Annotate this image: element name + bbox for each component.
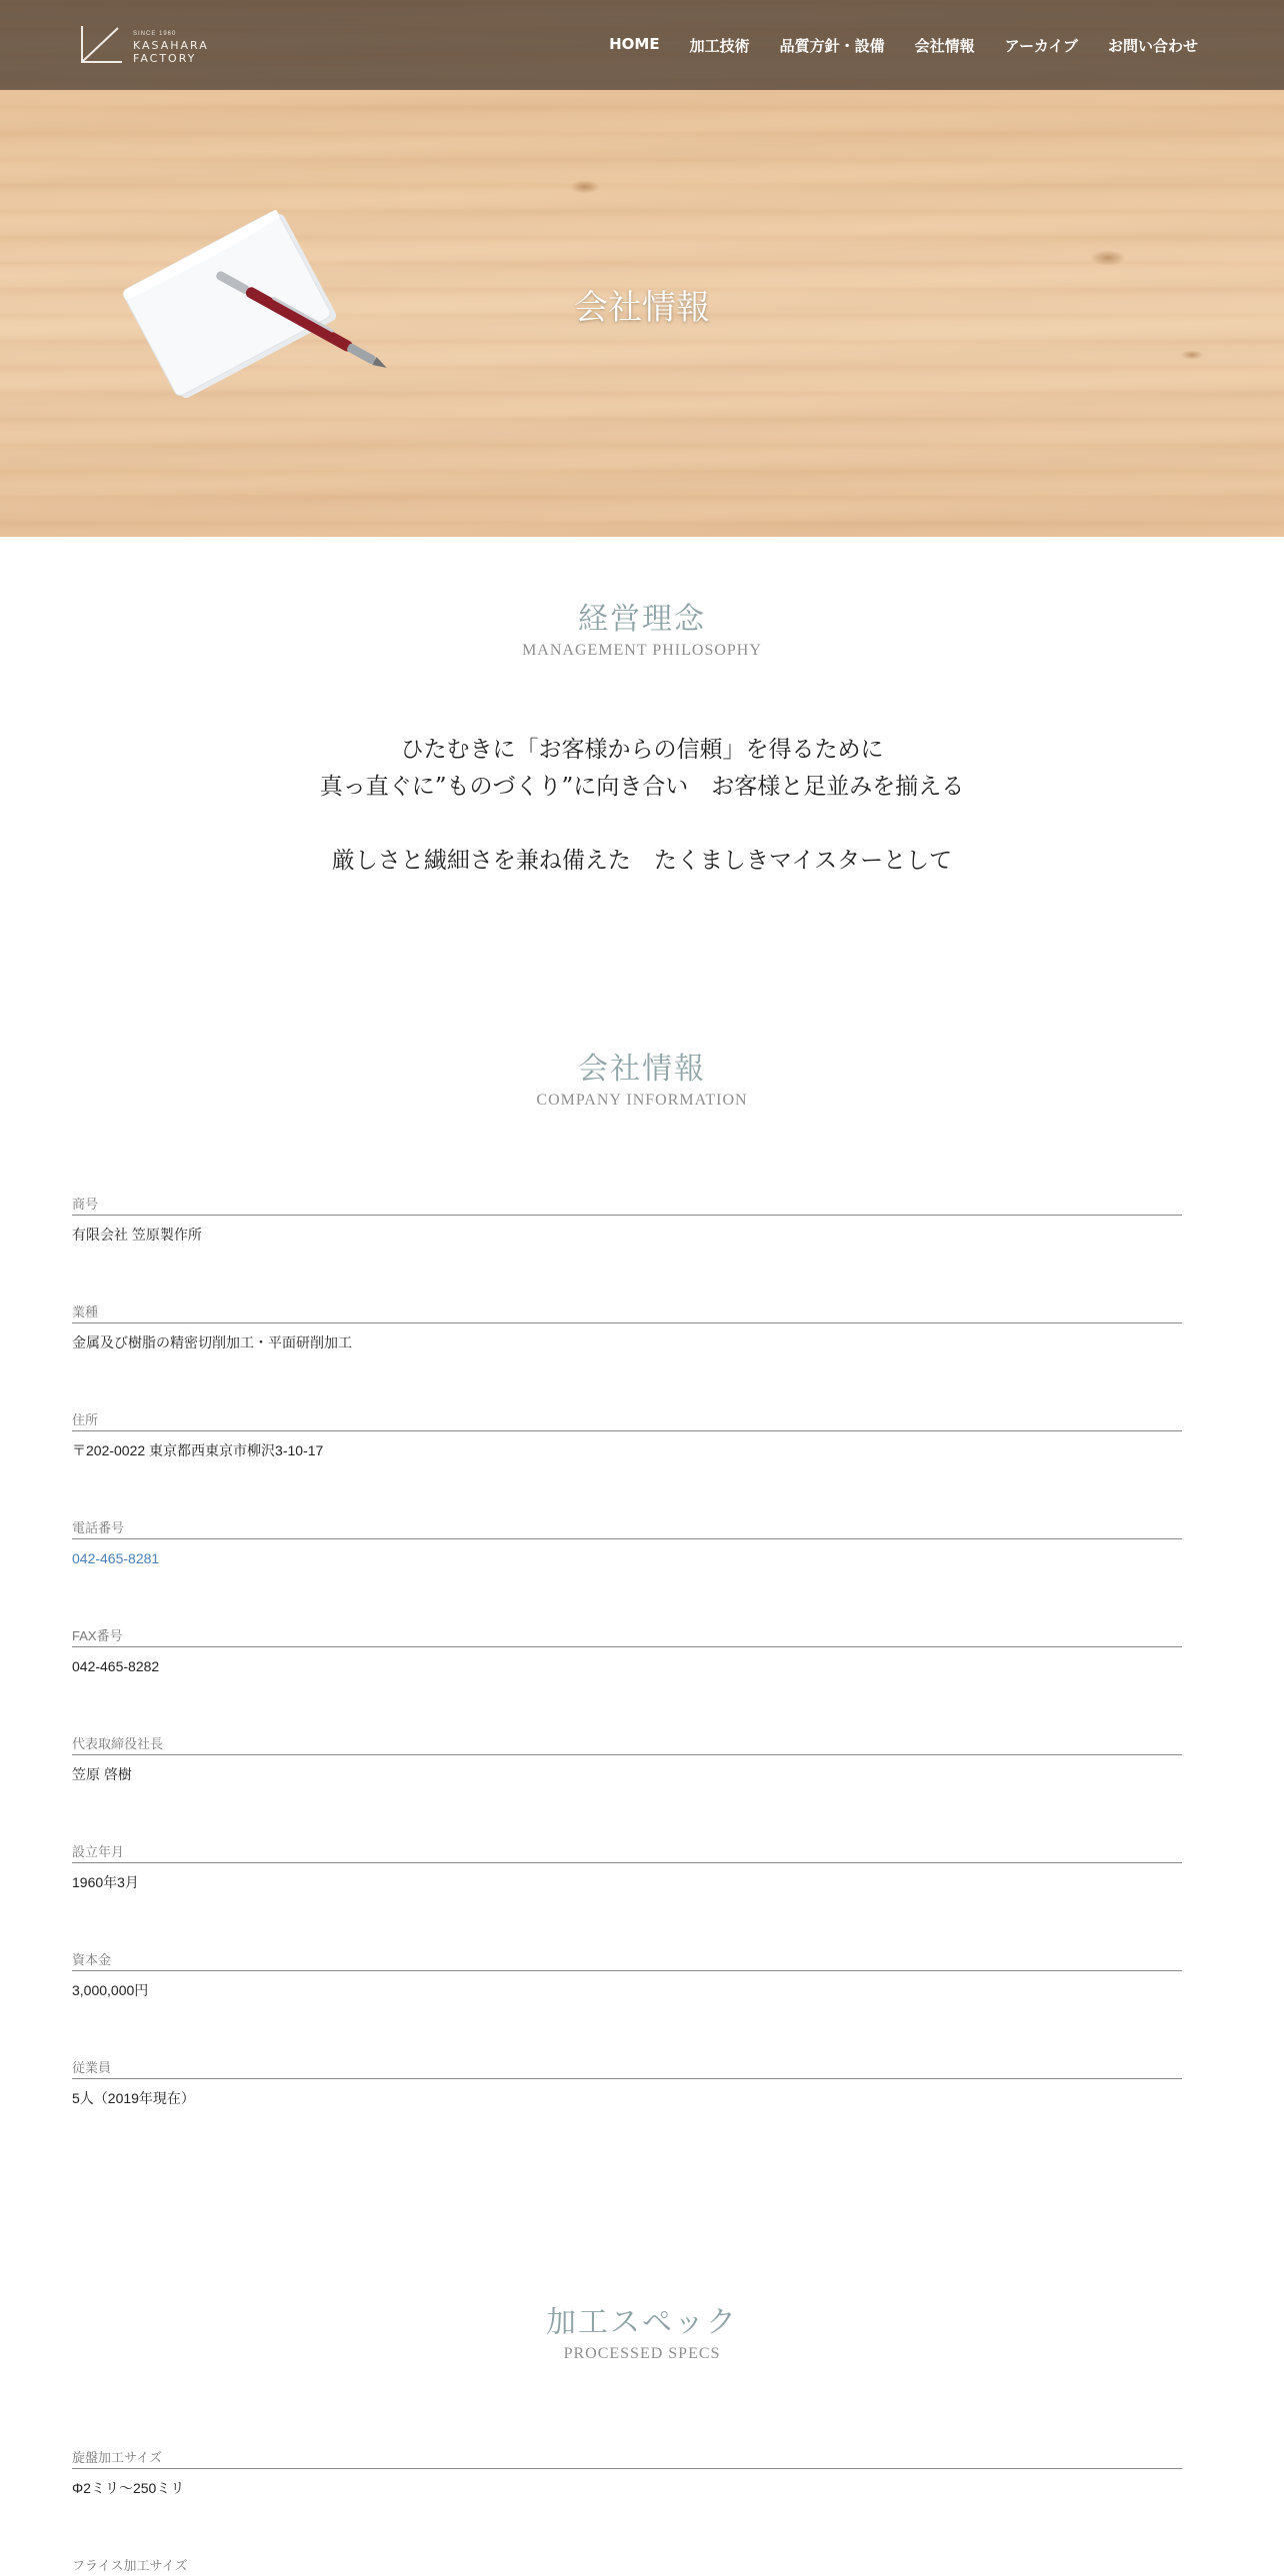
info-label: 設立年月 xyxy=(72,1844,125,1859)
info-value: 3,000,000円 xyxy=(72,1982,149,1998)
info-value: 1960年3月 xyxy=(72,1874,139,1890)
company-subtitle: COMPANY INFORMATION xyxy=(536,1092,748,1109)
spec-row-milling-size xyxy=(72,2556,1182,2576)
divider xyxy=(72,1970,1182,1971)
hero-title: 会社情報 xyxy=(574,288,710,328)
info-value: 笠原 啓樹 xyxy=(72,1766,132,1782)
company-title: 会社情報 xyxy=(578,1052,706,1087)
hero-banner xyxy=(0,0,1284,537)
divider xyxy=(72,1862,1182,1863)
info-label: 代表取締役社長 xyxy=(72,1736,164,1751)
spec-label: 旋盤加工サイズ xyxy=(72,2450,162,2465)
info-row-phone xyxy=(72,1518,1182,1568)
info-value: 金属及び樹脂の精密切削加工・平面研削加工 xyxy=(72,1334,352,1350)
info-label: 商号 xyxy=(72,1197,99,1212)
info-row-president xyxy=(72,1734,1182,1784)
top-navbar xyxy=(0,0,1284,90)
divider xyxy=(72,1538,1182,1539)
info-row-established xyxy=(72,1842,1182,1892)
info-label: 電話番号 xyxy=(72,1520,125,1535)
divider xyxy=(72,1646,1182,1647)
info-value: 042-465-8282 xyxy=(72,1658,160,1674)
info-row-employees xyxy=(72,2058,1182,2108)
philosophy-line: ひたむきに「お客様からの信頼」を得るために xyxy=(400,737,884,763)
divider xyxy=(72,1430,1182,1431)
philosophy-heading xyxy=(0,600,1284,660)
info-value: 〒202-0022 東京都西東京市柳沢3-10-17 xyxy=(72,1442,324,1458)
philosophy-text xyxy=(0,732,1284,880)
info-label: 業種 xyxy=(72,1304,99,1319)
philosophy-line: 真っ直ぐに”ものづくり”に向き合い お客様と足並みを揃える xyxy=(319,774,965,800)
divider xyxy=(72,2468,1182,2469)
logo-text-factory: FACTORY xyxy=(133,52,197,65)
specs-heading xyxy=(0,2303,1284,2363)
nav-company-info[interactable]: 会社情報 xyxy=(914,37,975,55)
logo-mark-icon xyxy=(78,22,126,66)
philosophy-line xyxy=(0,806,1284,843)
phone-link[interactable]: 042-465-8281 xyxy=(72,1550,160,1566)
info-label: 従業員 xyxy=(72,2060,112,2075)
logo-since-text: SINCE 1960 xyxy=(133,31,177,37)
nav-processing-technology[interactable]: 加工技術 xyxy=(689,37,750,55)
nav-contact[interactable]: お問い合わせ xyxy=(1107,37,1198,55)
divider xyxy=(72,1322,1182,1323)
philosophy-line: 厳しさと繊細さを兼ね備えた たくましきマイスターとして xyxy=(331,848,953,874)
nav-home[interactable]: HOME xyxy=(609,35,660,53)
info-value: 有限会社 笠原製作所 xyxy=(72,1227,202,1243)
main-nav xyxy=(579,35,1198,56)
specs-title: 加工スペック xyxy=(546,2305,738,2340)
nav-archive[interactable]: アーカイブ xyxy=(1004,37,1078,55)
info-label: 住所 xyxy=(72,1412,99,1427)
spec-value: Φ2ミリ～250ミリ xyxy=(72,2480,185,2496)
divider xyxy=(72,1215,1182,1216)
specs-subtitle: PROCESSED SPECS xyxy=(563,2345,721,2362)
info-row-capital xyxy=(72,1950,1182,2000)
info-row-fax xyxy=(72,1626,1182,1676)
philosophy-title: 経営理念 xyxy=(578,602,706,637)
info-row-address xyxy=(72,1410,1182,1460)
divider xyxy=(72,1754,1182,1755)
info-label: FAX番号 xyxy=(72,1628,123,1643)
site-logo[interactable] xyxy=(78,22,218,66)
info-value: 5人（2019年現在） xyxy=(72,2090,195,2106)
company-heading xyxy=(0,1050,1284,1110)
info-row-trade-name xyxy=(72,1195,1182,1245)
nav-quality-equipment[interactable]: 品質方針・設備 xyxy=(779,37,885,55)
philosophy-subtitle: MANAGEMENT PHILOSOPHY xyxy=(522,642,762,659)
divider xyxy=(72,2078,1182,2079)
spec-row-lathe-size xyxy=(72,2448,1182,2498)
info-label: 資本金 xyxy=(72,1952,112,1967)
info-row-industry xyxy=(72,1302,1182,1352)
logo-text-kasahara: KASAHARA xyxy=(133,39,209,52)
spec-label: フライス加工サイズ xyxy=(72,2558,188,2573)
